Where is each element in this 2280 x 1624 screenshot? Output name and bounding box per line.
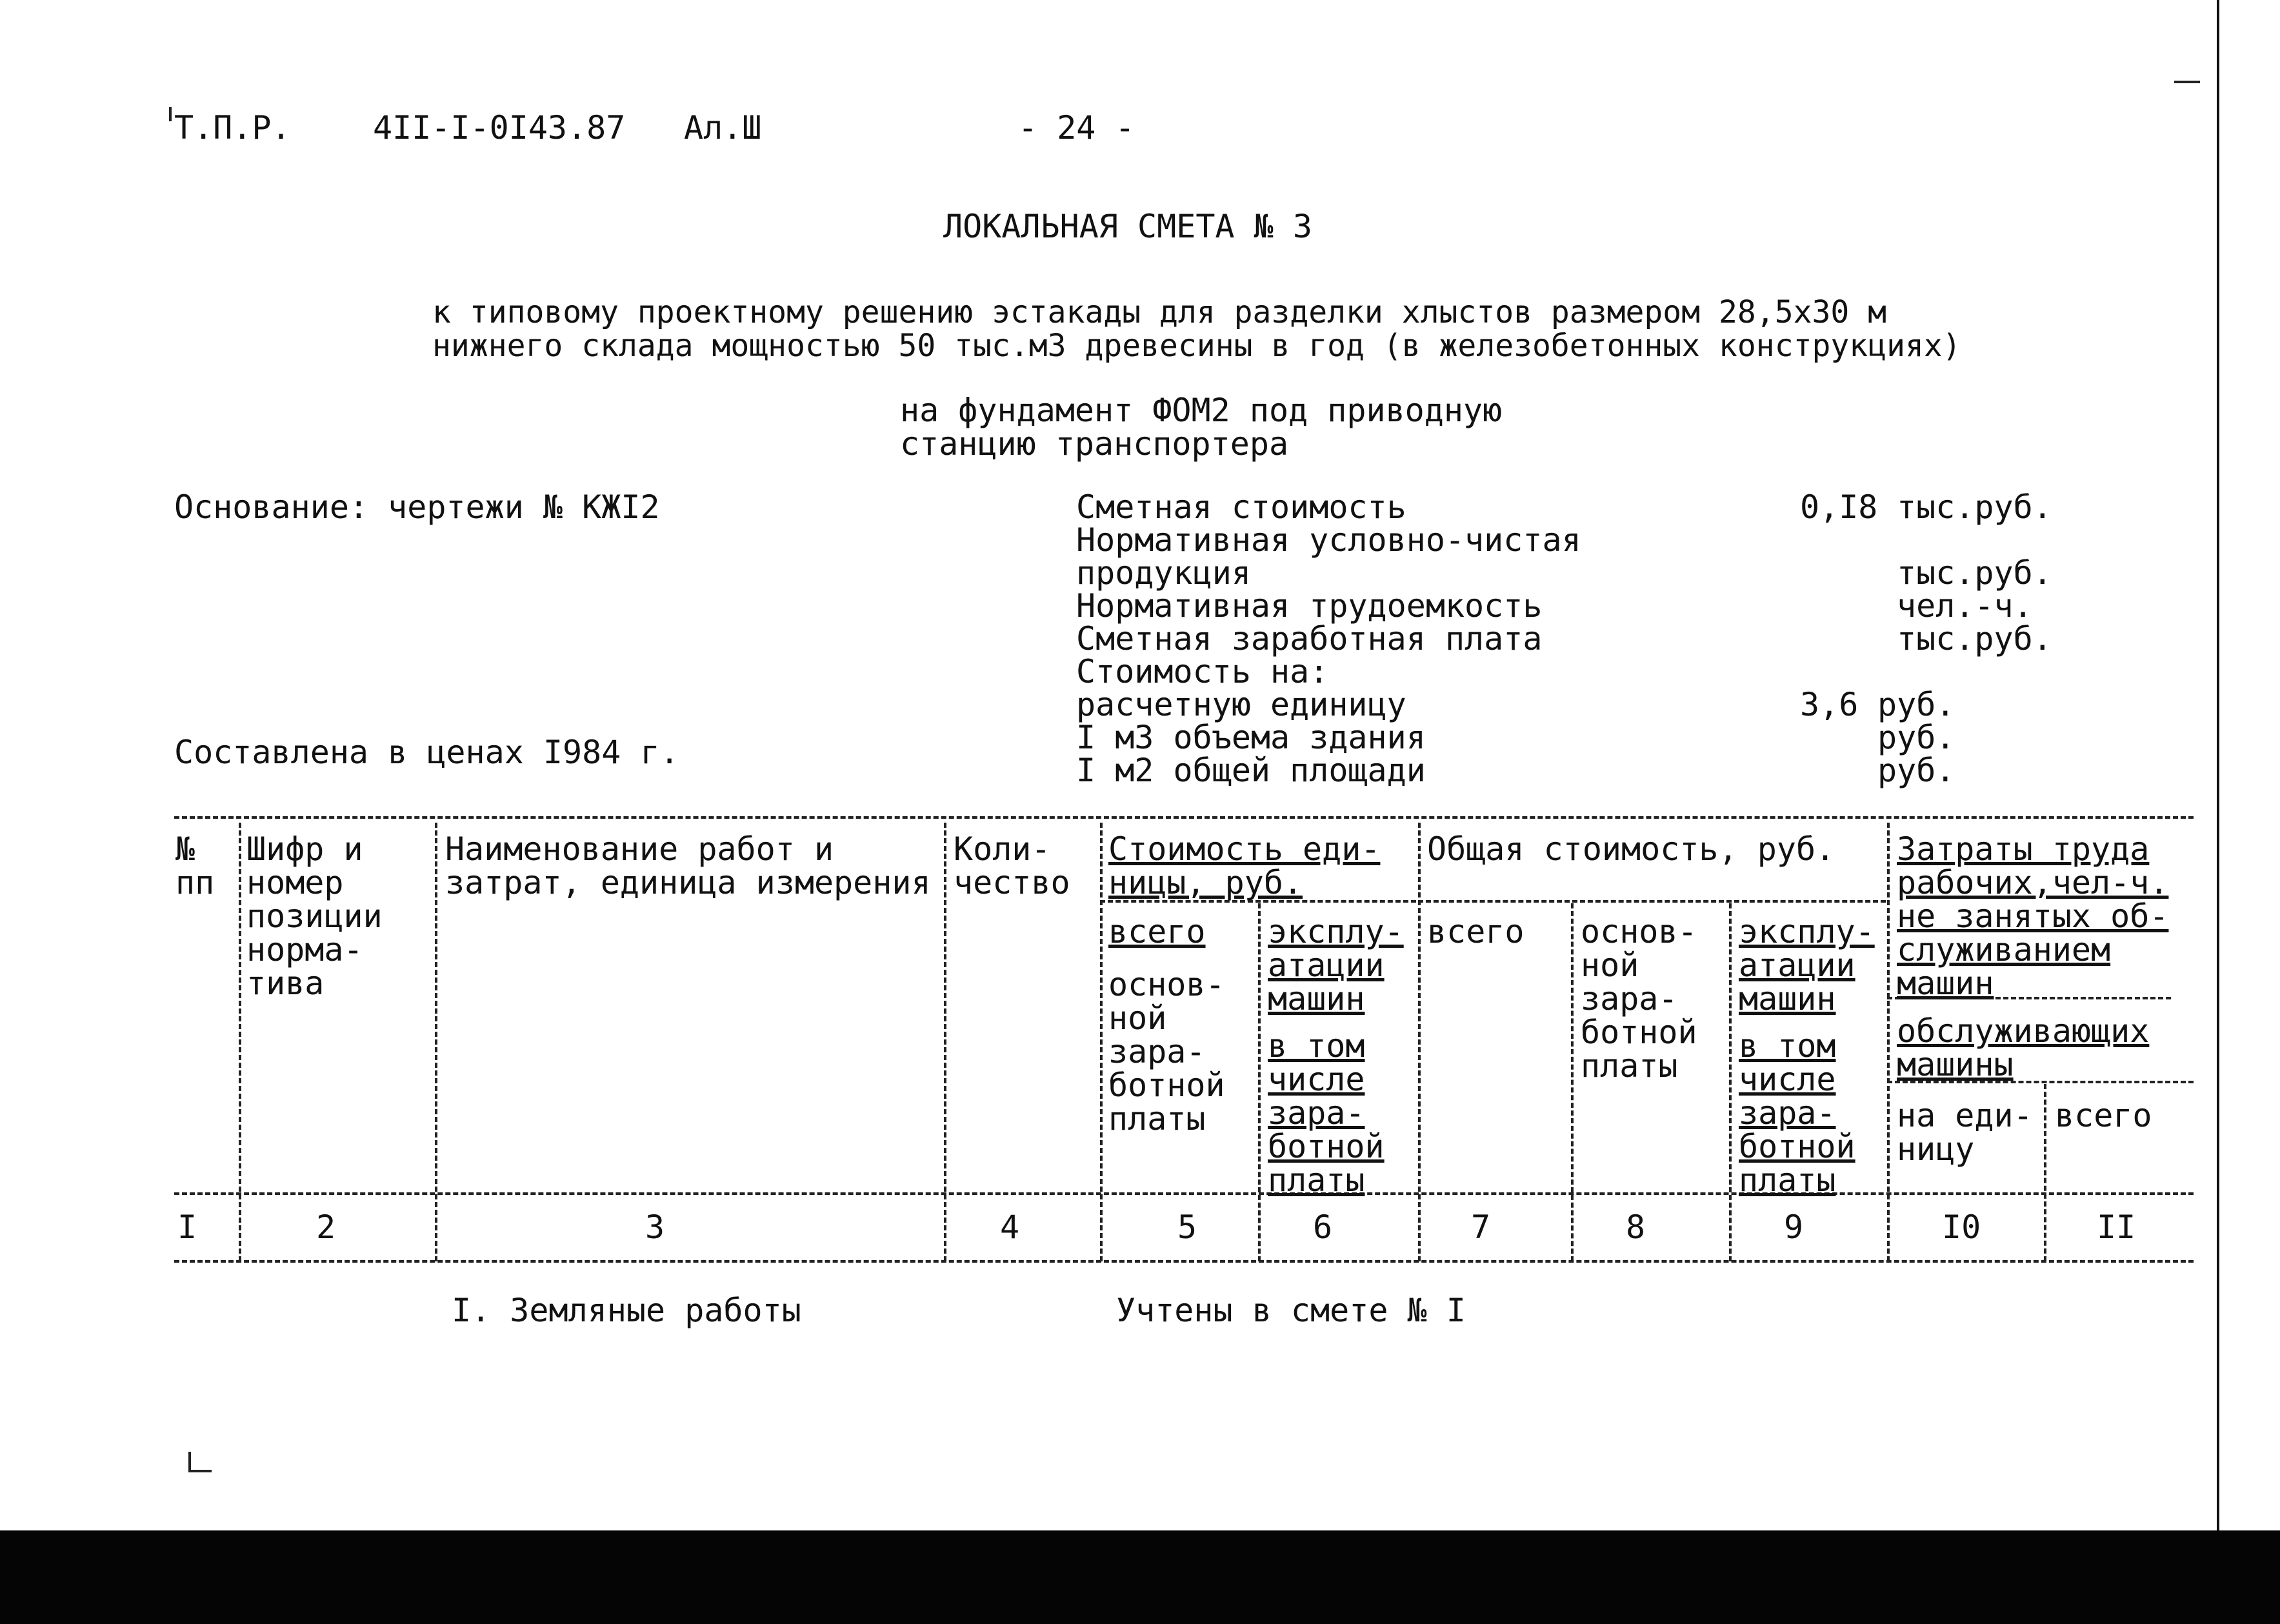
subtitle-line-4: станцию транспортера (900, 425, 1289, 463)
summary-label: Стоимость на: (1076, 653, 1329, 690)
column-number: 4 (1000, 1208, 1020, 1246)
col-qty-header: Коли- чество (954, 830, 1070, 901)
summary-value: 0,I8 (1800, 488, 1878, 526)
col-divider (1729, 903, 1732, 1261)
column-number: 2 (316, 1208, 336, 1246)
summary-unit: руб. (1877, 719, 1955, 756)
section-note: Учтены в смете № I (1116, 1292, 1466, 1329)
summary-label: I м2 общей площади (1076, 752, 1426, 789)
total-mach-wage-header: в том числе зара- ботной платы (1739, 1027, 1855, 1199)
total-cost-subrule (1418, 900, 1886, 903)
subtitle-line-1: к типовому проектному решению эстакады для разделки хлыстов размером 28,5х30 м (432, 294, 1887, 330)
column-number: 8 (1626, 1208, 1646, 1246)
summary-value: 3,6 (1800, 686, 1859, 723)
labor-serving-header: обслуживающих машины (1897, 1012, 2150, 1083)
summary-label: Сметная стоимость (1076, 488, 1406, 526)
col-divider (1100, 823, 1103, 1261)
summary-unit: тыс.руб. (1897, 488, 2052, 526)
cost-unit-mach-header: эксплу- атации машин (1268, 913, 1404, 1018)
table-top-rule (174, 816, 2194, 819)
numbers-bottom-rule (174, 1260, 2194, 1263)
labor-per-unit-header: на еди- ницу (1897, 1097, 2033, 1168)
header-bottom-rule (174, 1192, 2194, 1195)
total-cost-header: Общая стоимость, руб. (1427, 830, 1835, 868)
cost-unit-header: Стоимость еди- ницы, руб. (1108, 830, 1381, 901)
total-mach-header: эксплу- атации машин (1739, 913, 1875, 1018)
col-name-header: Наименование работ и затрат, единица измерения (445, 830, 931, 901)
col-number-header: № пп (175, 830, 215, 901)
doc-album: Ал.Ш (684, 109, 762, 146)
page-number: - 24 - (1018, 109, 1135, 146)
page-edge (2217, 0, 2280, 1530)
col-divider (435, 823, 437, 1261)
column-number: II (2097, 1208, 2136, 1246)
col-divider (239, 823, 241, 1261)
column-number: 6 (1313, 1208, 1333, 1246)
labor-total-header: всего (2055, 1097, 2152, 1134)
corner-mark (2174, 81, 2200, 83)
col-divider (1258, 903, 1261, 1261)
scan-bottom-band (0, 1530, 2280, 1624)
doc-code: Т.П.Р. (174, 109, 291, 146)
summary-unit: руб. (1877, 686, 1955, 723)
cost-unit-mach-wage-header: в том числе зара- ботной платы (1268, 1027, 1385, 1199)
prices-text: Составлена в ценах I984 г. (174, 734, 679, 771)
summary-label: расчетную единицу (1076, 686, 1406, 723)
summary-label: Нормативная условно-чистая (1076, 521, 1581, 559)
summary-unit: тыс.руб. (1897, 554, 2052, 592)
subtitle-line-3: на фундамент ФОМ2 под приводную (900, 392, 1503, 429)
column-number: 3 (645, 1208, 665, 1246)
col-divider (1887, 823, 1890, 1261)
summary-unit: тыс.руб. (1897, 620, 2052, 657)
column-number: I0 (1942, 1208, 1981, 1246)
summary-label: Нормативная трудоемкость (1076, 587, 1543, 625)
summary-label: продукция (1076, 554, 1251, 592)
summary-label: Сметная заработная плата (1076, 620, 1543, 657)
subtitle-line-2: нижнего склада мощностью 50 тыс.м3 древесины в год (в железобетонных конструкциях) (432, 328, 1961, 364)
total-all-header: всего (1427, 913, 1525, 950)
doc-number: 4II-I-0I43.87 (373, 109, 626, 146)
col-divider (944, 823, 946, 1261)
labor-header: Затраты труда рабочих,чел-ч. не занятых об- служиванием машин (1897, 830, 2169, 1002)
corner-mark (188, 1470, 212, 1472)
cost-unit-total-header: всего (1108, 913, 1206, 950)
document-title: ЛОКАЛЬНАЯ СМЕТА № 3 (943, 208, 1312, 245)
corner-mark (188, 1452, 191, 1471)
total-wage-header: основ- ной зара- ботной платы (1581, 913, 1697, 1085)
column-number: 7 (1471, 1208, 1491, 1246)
cost-unit-wage-header: основ- ной зара- ботной платы (1108, 966, 1225, 1138)
col-divider (2044, 1084, 2046, 1261)
summary-label: I м3 объема здания (1076, 719, 1426, 756)
section-title: I. Земляные работы (452, 1292, 801, 1329)
column-number: 5 (1177, 1208, 1197, 1246)
col-code-header: Шифр и номер позиции норма- тива (246, 830, 383, 1002)
col-divider (1418, 823, 1421, 1261)
column-number: I (177, 1208, 197, 1246)
corner-mark (169, 107, 172, 121)
summary-unit: чел.-ч. (1897, 587, 2033, 625)
summary-unit: руб. (1877, 752, 1955, 789)
col-divider (1571, 903, 1574, 1261)
basis-text: Основание: чертежи № КЖI2 (174, 488, 660, 526)
column-number: 9 (1784, 1208, 1804, 1246)
